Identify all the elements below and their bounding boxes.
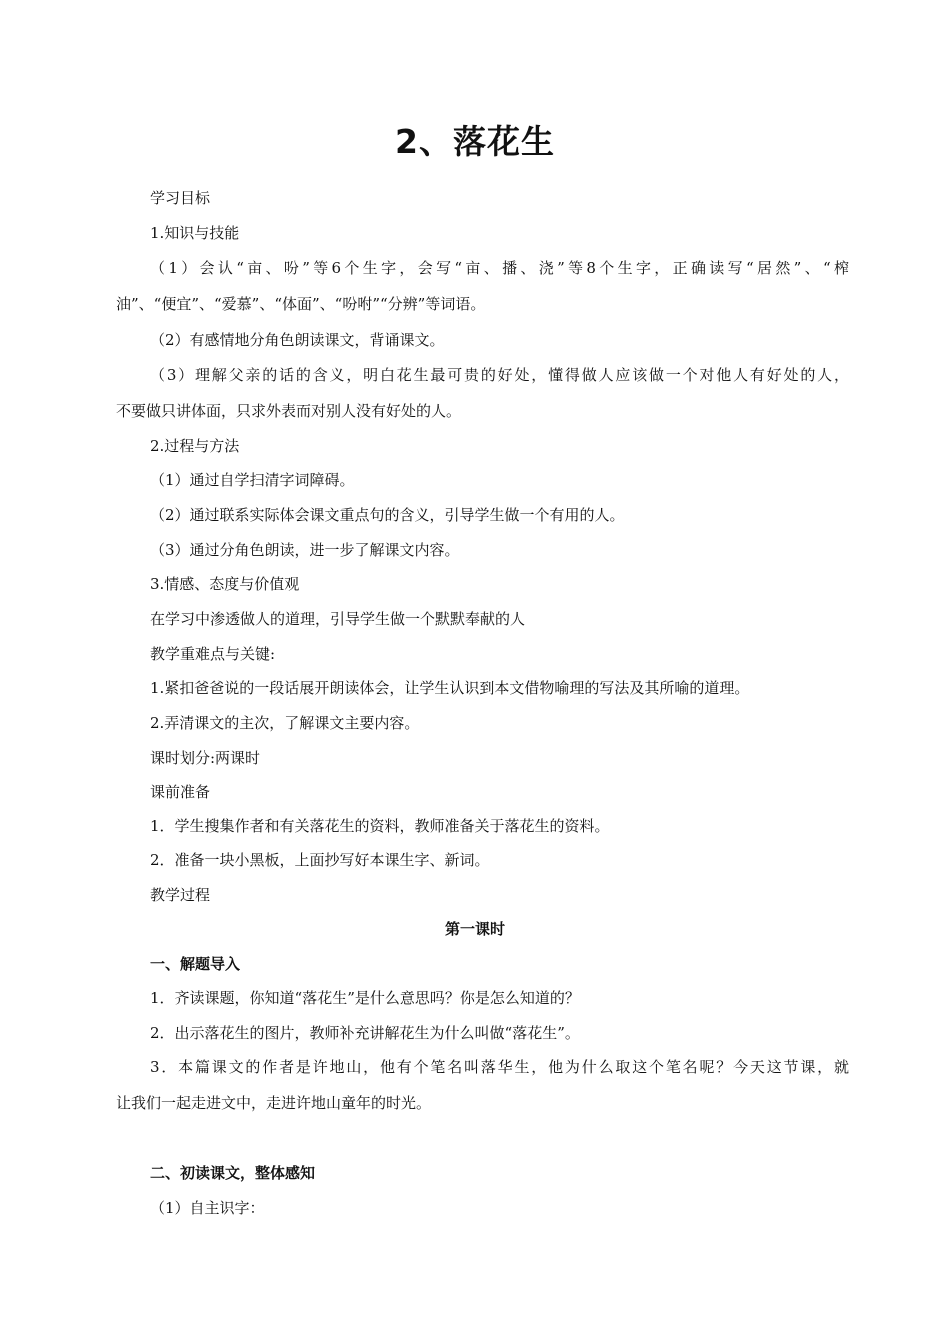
paragraph-line: 课时划分:两课时 <box>150 749 261 767</box>
paragraph-line: 不要做只讲体面，只求外表而对别人没有好处的人。 <box>116 402 462 420</box>
heading-teaching-process: 教学过程 <box>150 886 211 904</box>
heading-section-one: 一、解题导入 <box>150 955 241 973</box>
document-title: 2、落花生 <box>395 122 555 161</box>
heading-section-two: 二、初读课文，整体感知 <box>150 1164 316 1182</box>
paragraph-line: 3．本篇课文的作者是许地山，他有个笔名叫落华生，他为什么取这个笔名呢？今天这节课，就 <box>150 1058 849 1076</box>
paragraph-line: 1．学生搜集作者和有关落花生的资料，教师准备关于落花生的资料。 <box>150 817 610 835</box>
paragraph-line: 在学习中渗透做人的道理，引导学生做一个默默奉献的人 <box>150 610 526 628</box>
heading-key-points: 教学重难点与关键: <box>150 645 276 663</box>
heading-learning-goals: 学习目标 <box>150 189 211 207</box>
paragraph-line: （1）自主识字： <box>150 1199 265 1217</box>
paragraph-line: 2．准备一块小黑板，上面抄写好本课生字、新词。 <box>150 851 490 869</box>
paragraph-line: （2）通过联系实际体会课文重点句的含义，引导学生做一个有用的人。 <box>150 506 625 524</box>
paragraph-line: 2.弄清课文的主次，了解课文主要内容。 <box>150 714 420 732</box>
heading-knowledge-skills: 1.知识与技能 <box>150 224 240 242</box>
paragraph-line: 1.紧扣爸爸说的一段话展开朗读体会，让学生认识到本文借物喻理的写法及其所喻的道理。 <box>150 679 750 697</box>
paragraph-line: 油”、“便宜”、“爱慕”、“体面”、“吩咐”“分辨”等词语。 <box>116 295 486 313</box>
paragraph-line: 2．出示落花生的图片，教师补充讲解花生为什么叫做“落花生”。 <box>150 1024 580 1042</box>
paragraph-line: （1）通过自学扫清字词障碍。 <box>150 471 355 489</box>
paragraph-line: （3）理解父亲的话的含义，明白花生最可贵的好处，懂得做人应该做一个对他人有好处的人， <box>150 366 849 384</box>
paragraph-line: （3）通过分角色朗读，进一步了解课文内容。 <box>150 541 460 559</box>
heading-first-lesson: 第一课时 <box>444 920 505 938</box>
heading-emotion-values: 3.情感、态度与价值观 <box>150 575 300 593</box>
paragraph-line: （2）有感情地分角色朗读课文，背诵课文。 <box>150 331 445 349</box>
heading-process-methods: 2.过程与方法 <box>150 437 240 455</box>
paragraph-line: （1）会认“亩、吩”等6个生字，会写“亩、播、浇”等8个生字，正确读写“居然”、“榨 <box>150 259 849 277</box>
paragraph-line: 让我们一起走进文中，走进许地山童年的时光。 <box>116 1094 432 1112</box>
heading-preparation: 课前准备 <box>150 783 211 801</box>
paragraph-line: 1．齐读课题，你知道“落花生”是什么意思吗？你是怎么知道的？ <box>150 989 580 1007</box>
